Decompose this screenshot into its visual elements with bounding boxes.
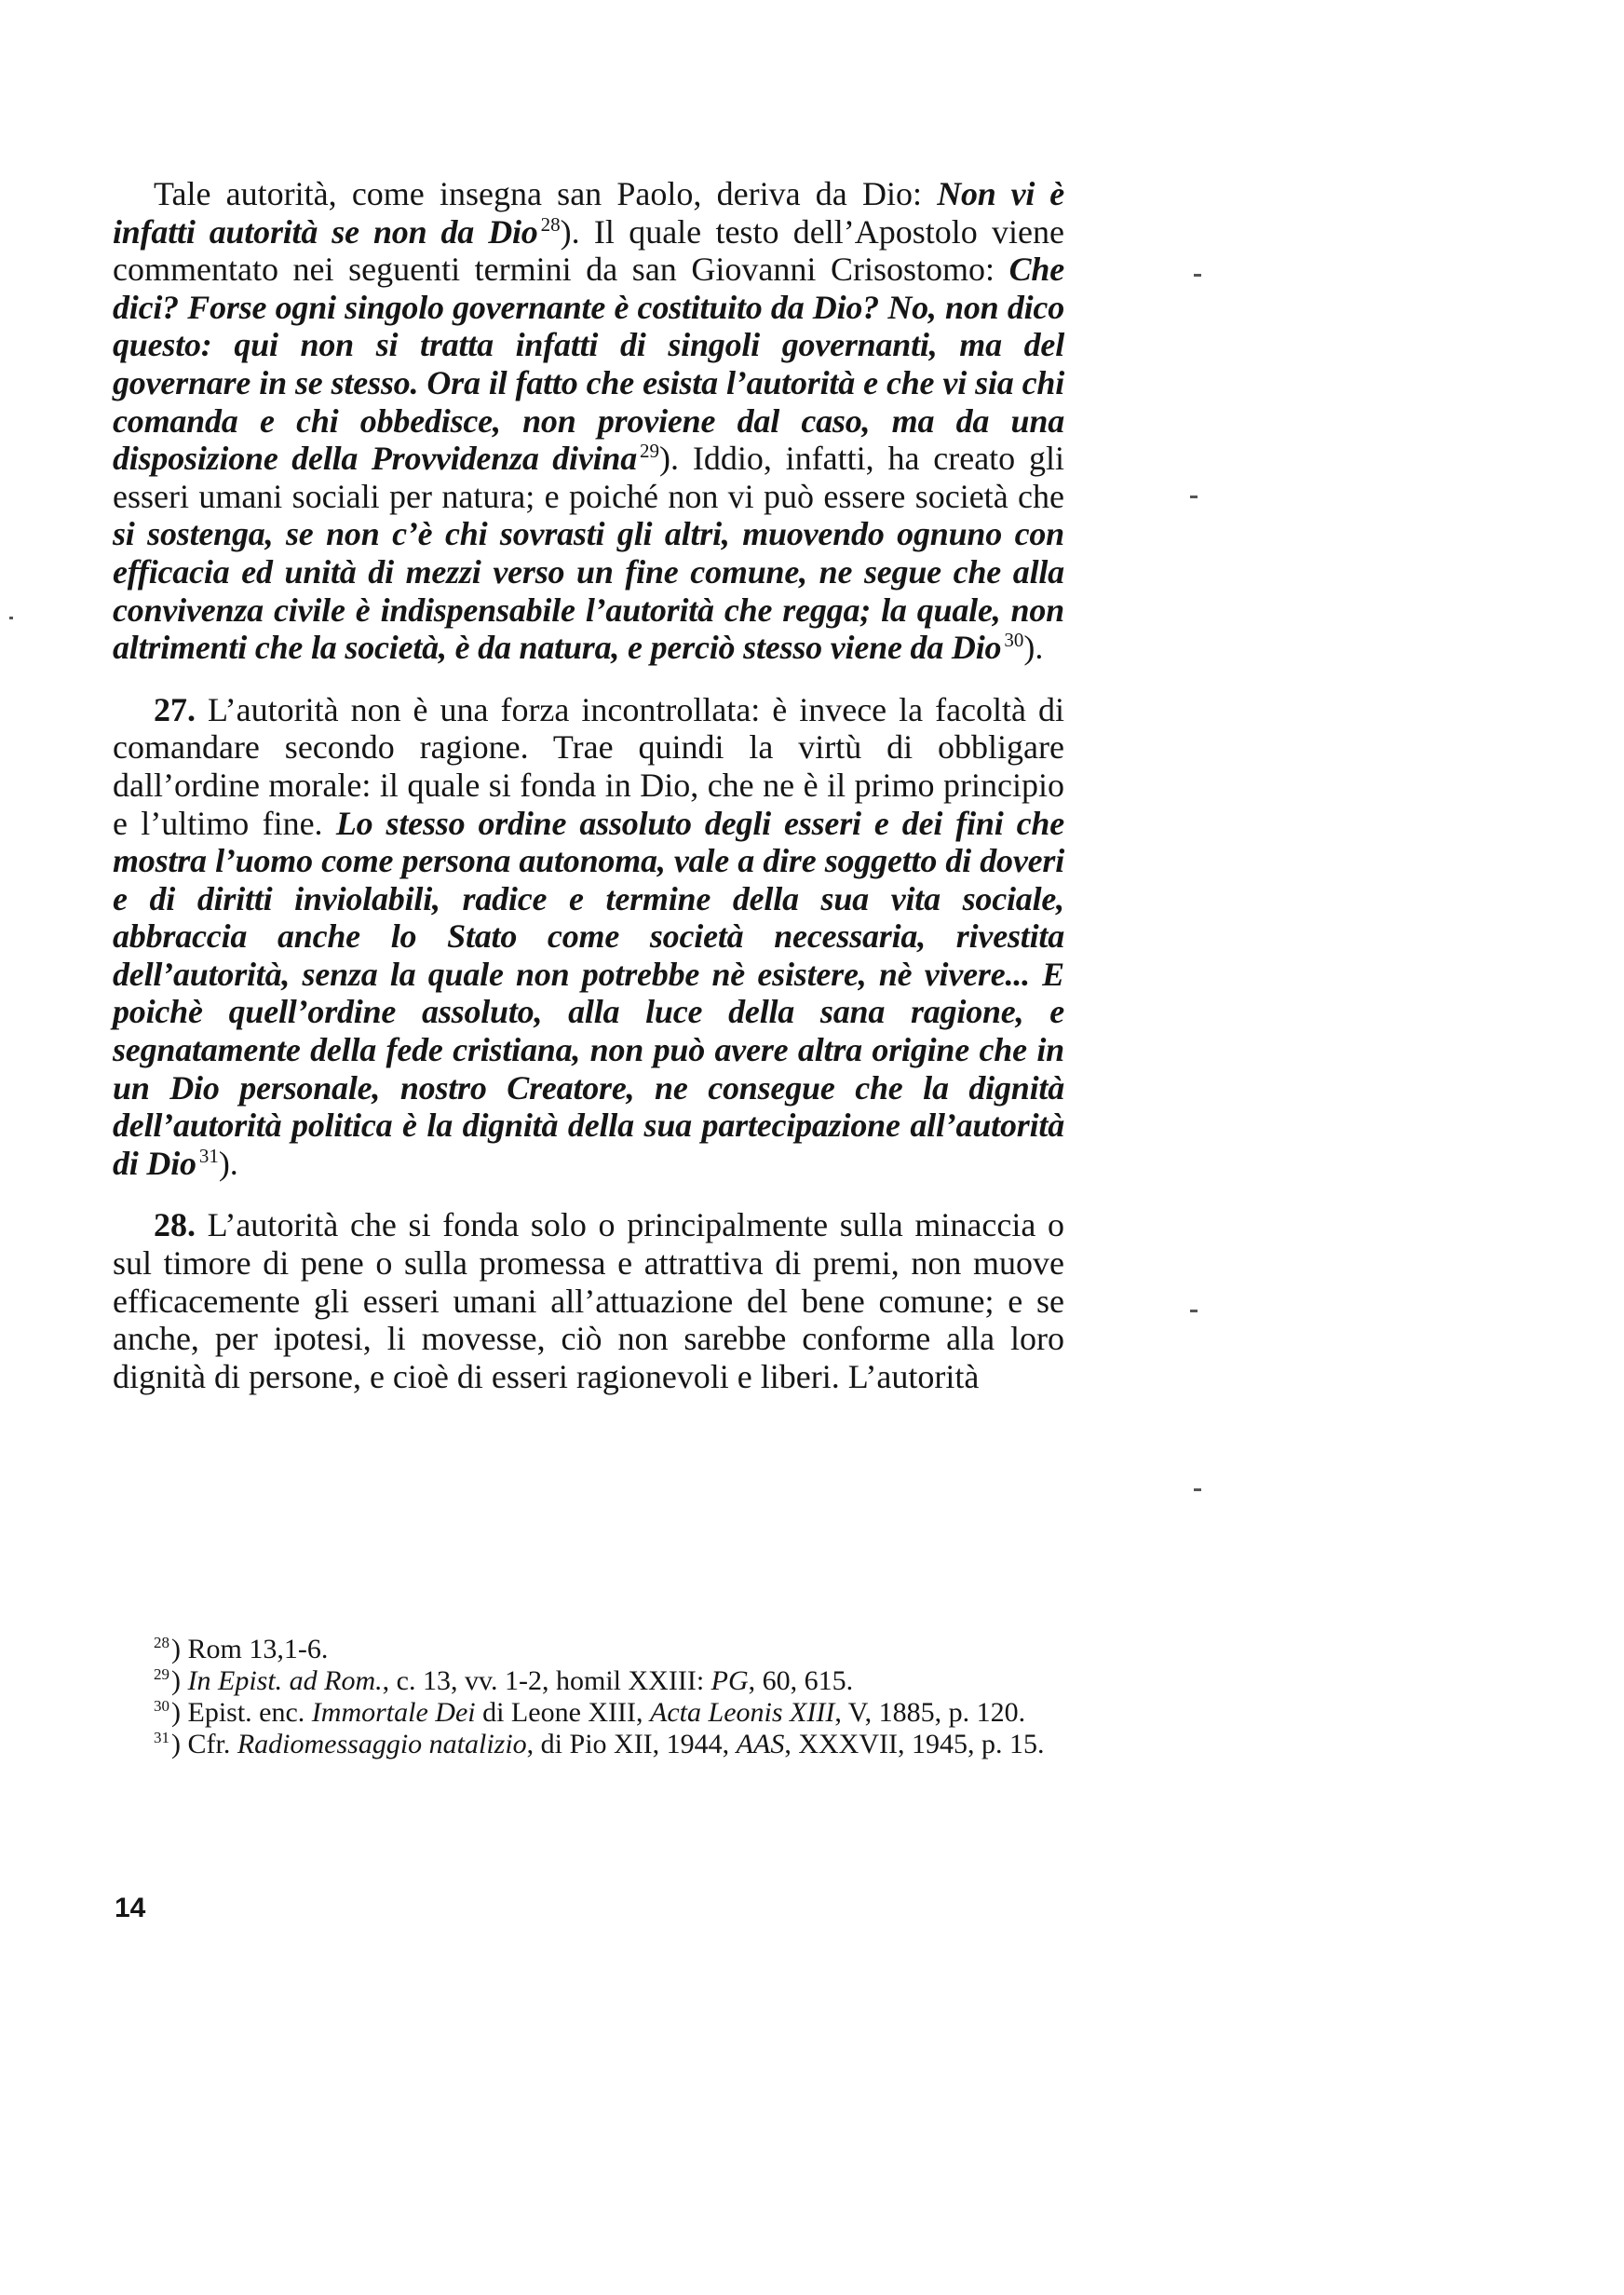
italic-quote: Che dici? Forse ogni singolo governante è costituito da Dio? No, non dico questo: qui non si tratta infatti di singoli governanti, ma del governare in se stesso. Ora il fatto che esista l’autorità e che vi sia chi comanda e chi obbedisce, non proviene dal caso, ma da una disposizione della Provvidenza divina xyxy=(113,251,1064,478)
text-run: , XXXVII, 1945, p. 15. xyxy=(784,1729,1045,1759)
paragraph-27 xyxy=(113,691,1064,1183)
footnote-ref-30: 30 xyxy=(1004,629,1024,652)
paragraph-number: 27. xyxy=(154,690,196,728)
text-run: ). xyxy=(218,1144,238,1182)
paragraph-authority-from-god xyxy=(113,175,1064,667)
footnote-29 xyxy=(113,1665,1064,1697)
footnote-31 xyxy=(113,1729,1064,1760)
text-run: Tale autorità, come insegna san Paolo, deriva da Dio: xyxy=(154,175,938,212)
footnote-mark: 29 xyxy=(154,1665,169,1683)
footnote-ref-31: 31 xyxy=(198,1144,219,1167)
italic-quote: Non vi è infatti autorità se non da Dio xyxy=(113,175,1064,251)
text-run: L’autorità non è una forza incontrollata: è invece la facoltà di comandare secondo ragione. Trae quindi la virtù di obbligare dall’ordine morale: il quale si fonda in Dio, che ne è il primo principio e l’ultimo fine. xyxy=(113,690,1064,842)
italic-title: Radiomessaggio natalizio xyxy=(237,1729,527,1759)
italic-title: PG xyxy=(710,1665,749,1696)
italic-title: AAS xyxy=(736,1729,785,1759)
paragraph-28 xyxy=(113,1206,1064,1395)
text-run: di Leone XIII, xyxy=(475,1697,651,1728)
text-run: , c. 13, vv. 1-2, homil XXIII: xyxy=(382,1665,711,1696)
text-run: ). Iddio, infatti, ha creato gli esseri umani sociali per natura; e poiché non vi può essere società che xyxy=(113,440,1064,515)
text-run: , V, 1885, p. 120. xyxy=(834,1697,1026,1728)
italic-title: In Epist. ad Rom. xyxy=(187,1665,383,1696)
scan-speck xyxy=(9,617,13,619)
italic-quote: si sostenga, se non c’è chi sovrasti gli altri, muovendo ognuno con efficacia ed unità di mezzi verso un fine comune, ne segue che alla convivenza civile è indispensabile l’autorità che regga; la quale, non altrimenti che la società, è da natura, e perciò stesso viene da Dio xyxy=(113,515,1064,667)
footnote-30 xyxy=(113,1697,1064,1729)
text-run: ). Il quale testo dell’Apostolo viene commentato nei seguenti termini da san Giovanni Crisostomo: xyxy=(113,212,1064,289)
italic-quote: Lo stesso ordine assoluto degli esseri e dei fini che mostra l’uomo come persona autonoma, vale a dire soggetto di doveri e di diritti inviolabili, radice e termine della sua vita sociale, abbraccia anche lo Stato come società necessaria, rivestita dell’autorità, senza la quale non potrebbe nè esistere, nè vivere... E poichè quell’ordine assoluto, alla luce della sana ragione, e segnatamente della fede cristiana, non può avere altra origine che in un Dio personale, nostro Creatore, ne consegue che la dignità dell’autorità politica è la dignità della sua partecipazione all’autorità di Dio xyxy=(113,804,1064,1182)
scan-speck xyxy=(1190,496,1198,498)
text-run: L’autorità che si fonda solo o principalmente sulla minaccia o sul timore di pene o sulla promessa e attrattiva di premi, non muove efficacemente gli esseri umani all’attuazione del bene comune; e se anche, per ipotesi, li movesse, ciò non sarebbe conforme alla loro dignità di persone, e cioè di esseri ragionevoli e liberi. L’autorità xyxy=(113,1206,1064,1395)
scan-speck xyxy=(1194,274,1201,277)
text-run: , di Pio XII, 1944, xyxy=(526,1729,737,1759)
footnote-28 xyxy=(113,1634,1064,1665)
text-run: ). xyxy=(1023,629,1044,667)
text-run: ) xyxy=(171,1665,188,1696)
footnote-mark: 28 xyxy=(154,1634,169,1651)
scan-speck xyxy=(1194,1488,1201,1491)
footnote-mark: 31 xyxy=(154,1729,169,1746)
body-text xyxy=(113,175,1064,1395)
page-number: 14 xyxy=(115,1893,146,1923)
footnotes xyxy=(113,1634,1064,1760)
text-run: ) Epist. enc. xyxy=(171,1697,312,1728)
footnote-mark: 30 xyxy=(154,1697,169,1715)
footnote-ref-28: 28 xyxy=(540,212,561,236)
text-run: , 60, 615. xyxy=(748,1665,854,1696)
text-run: ) Cfr. xyxy=(171,1729,237,1759)
footnote-ref-29: 29 xyxy=(640,440,660,463)
paragraph-number: 28. xyxy=(154,1206,196,1244)
italic-title: Acta Leonis XIII xyxy=(650,1697,835,1728)
scan-speck xyxy=(1190,1310,1198,1312)
italic-title: Immortale Dei xyxy=(311,1697,476,1728)
text-run: ) Rom 13,1-6. xyxy=(171,1634,329,1664)
